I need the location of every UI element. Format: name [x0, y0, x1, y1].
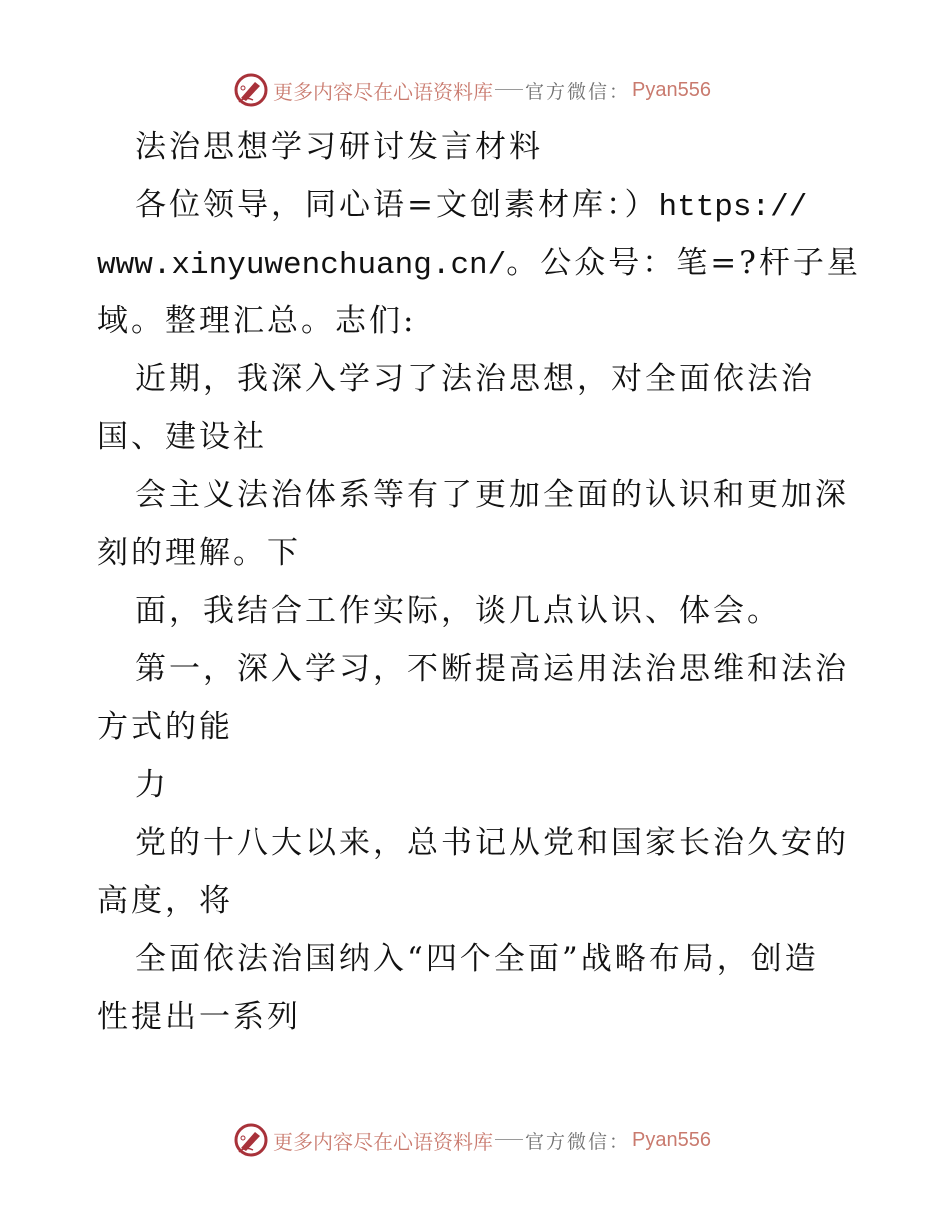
paragraph-line: 性提出一系列: [97, 999, 301, 1035]
watermark-main-text: 更多内容尽在心语资料库: [273, 79, 493, 104]
paragraph-line: [97, 234, 861, 292]
paragraph-line: 全面依法治国纳入“四个全面”战略布局，创造: [135, 941, 819, 977]
paragraph-line: 域。整理汇总。志们:: [97, 303, 417, 339]
watermark-dash: [495, 89, 523, 90]
header-watermark: [233, 70, 713, 110]
paragraph-line: 会主义法治体系等有了更加全面的认识和更加深: [135, 477, 849, 513]
watermark-dash: [495, 1139, 523, 1140]
document-body: [97, 118, 861, 1046]
paragraph-line: 近期，我深入学习了法治思想，对全面依法治: [135, 361, 815, 397]
line-text: 各位领导，同心语=文创素材库：）: [135, 187, 659, 223]
document-title: 法治思想学习研讨发言材料: [135, 129, 543, 165]
footer-watermark: [233, 1120, 713, 1160]
section-heading-line: 第一，深入学习，不断提高运用法治思维和法治: [135, 651, 849, 687]
paragraph-line: 党的十八大以来，总书记从党和国家长治久安的: [135, 825, 849, 861]
paragraph-line: 高度，将: [97, 883, 233, 919]
watermark-sub-text: 官方微信：: [525, 80, 631, 103]
line-text: 。公众号：笔=?杆子星: [506, 245, 861, 281]
paragraph-line: 国、建设社: [97, 419, 267, 455]
watermark-main-text: 更多内容尽在心语资料库: [273, 1129, 493, 1154]
section-heading-line: 方式的能: [97, 709, 233, 745]
pen-nib-logo-icon: [233, 72, 269, 108]
paragraph-line: 刻的理解。下: [97, 535, 301, 571]
watermark-handle: Pyan556: [632, 1128, 711, 1151]
url-text: https://: [658, 190, 808, 225]
watermark-sub-text: 官方微信：: [525, 1130, 631, 1153]
watermark-handle: Pyan556: [632, 78, 711, 101]
section-heading-line: 力: [135, 767, 169, 803]
pen-nib-logo-icon: [233, 1122, 269, 1158]
url-text: www.xinyuwenchuang.cn/: [97, 248, 507, 283]
paragraph-line: 面，我结合工作实际，谈几点认识、体会。: [135, 593, 781, 629]
paragraph-line: [97, 176, 857, 234]
